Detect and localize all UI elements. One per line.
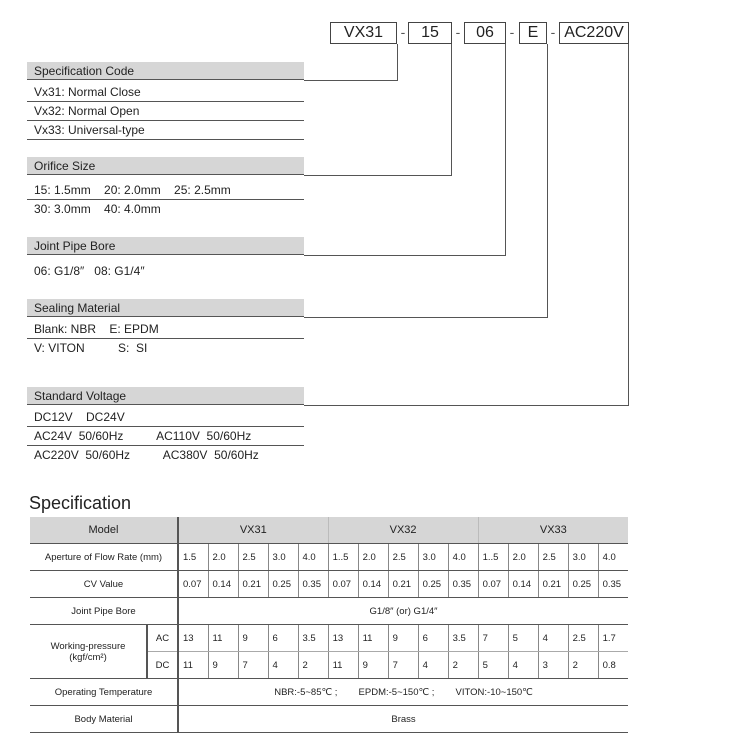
connector-pipe-horizontal [304,255,506,256]
table-cell: 3.5 [448,625,478,652]
table-cell: 0.21 [238,571,268,598]
table-cell: 0.14 [508,571,538,598]
connector-seal-horizontal [304,317,548,318]
connector-voltage-horizontal [304,405,629,406]
table-row-cv [30,571,628,598]
row-label: Aperture of Flow Rate (mm) [30,544,178,571]
table-cell: 13 [328,625,358,652]
table-cell: 4 [538,625,568,652]
code-box-pipe-bore: 06 [464,22,506,44]
row-label: Joint Pipe Bore [30,598,178,625]
table-cell: 2.5 [388,544,418,571]
pressure-label-line1: Working-pressure [50,640,126,652]
voltage-line: AC220V 50/60Hz AC380V 50/60Hz [34,448,259,462]
voltage-line: DC12V DC24V [34,410,125,424]
table-cell: 0.35 [598,571,628,598]
section-header-sealing-material: Sealing Material [27,299,304,317]
table-cell: 2 [298,652,328,679]
table-cell: 2.0 [508,544,538,571]
spec-table [30,517,628,733]
spec-code-line: Vx31: Normal Close [34,85,141,99]
code-separator: - [509,24,515,40]
connector-pipe-vertical [505,44,506,255]
table-cell: 11 [358,625,388,652]
table-cell: 0.21 [538,571,568,598]
table-cell: 0.21 [388,571,418,598]
table-cell: 9 [208,652,238,679]
table-row-body-material [30,706,628,733]
code-box-seal: E [519,22,547,44]
table-cell: 0.14 [208,571,238,598]
connector-spec-vertical [397,44,398,80]
code-separator: - [455,24,461,40]
table-cell: 5 [478,652,508,679]
table-cell: 0.35 [298,571,328,598]
table-cell: 9 [388,625,418,652]
table-cell: 11 [328,652,358,679]
voltage-line: AC24V 50/60Hz AC110V 50/60Hz [34,429,252,443]
table-cell: 3.0 [268,544,298,571]
code-box-spec: VX31 [330,22,397,44]
row-label: CV Value [30,571,178,598]
spec-code-line: Vx32: Normal Open [34,104,140,118]
table-cell: 3.0 [568,544,598,571]
table-cell: 9 [238,625,268,652]
table-cell: 0.25 [418,571,448,598]
table-row-pressure-ac [30,625,628,652]
row-label: Body Material [30,706,178,733]
table-cell: 3 [538,652,568,679]
table-cell: 2.0 [208,544,238,571]
table-cell: 6 [418,625,448,652]
row-label-pressure [30,625,147,679]
divider [27,139,304,140]
table-cell: 4.0 [598,544,628,571]
section-header-standard-voltage: Standard Voltage [27,387,304,405]
connector-orifice-horizontal [304,175,452,176]
header-group-vx32: VX32 [328,517,478,544]
table-cell: 9 [358,652,388,679]
seal-line: Blank: NBR E: EPDM [34,322,159,336]
spec-code-line: Vx33: Universal-type [34,123,145,137]
table-cell: 4.0 [298,544,328,571]
row-label: Operating Temperature [30,679,178,706]
table-cell: 2 [568,652,598,679]
table-row-pipe-bore [30,598,628,625]
table-cell: 7 [388,652,418,679]
table-cell: 4 [268,652,298,679]
table-header-row [30,517,628,544]
table-cell: 1.7 [598,625,628,652]
table-cell: 4 [508,652,538,679]
table-row-temperature [30,679,628,706]
table-cell: 6 [268,625,298,652]
table-cell: G1/8″ (or) G1/4″ [178,598,628,625]
table-cell: 0.35 [448,571,478,598]
table-cell: 11 [178,652,208,679]
pressure-label-line2: (kgf/cm²) [69,651,107,663]
connector-orifice-vertical [451,44,452,175]
header-group-vx31: VX31 [178,517,328,544]
table-cell: 2.5 [238,544,268,571]
pipe-bore-line: 06: G1/8″ 08: G1/4″ [34,264,145,278]
header-model: Model [30,517,178,544]
table-cell: 2.5 [538,544,568,571]
table-cell: 4 [418,652,448,679]
table-row-aperture [30,544,628,571]
table-cell: 0.07 [178,571,208,598]
table-cell: 1.5 [178,544,208,571]
connector-spec-horizontal [304,80,398,81]
table-cell: 1..5 [478,544,508,571]
seal-line: V: VITON S: SI [34,341,148,355]
table-cell: 1..5 [328,544,358,571]
connector-seal-vertical [547,44,548,317]
section-header-orifice-size: Orifice Size [27,157,304,175]
table-cell: 0.8 [598,652,628,679]
table-cell: 2.0 [358,544,388,571]
code-box-orifice: 15 [408,22,452,44]
spec-title: Specification [29,493,132,513]
table-cell: 4.0 [448,544,478,571]
table-cell: 7 [238,652,268,679]
orifice-line: 15: 1.5mm 20: 2.0mm 25: 2.5mm [34,183,231,197]
connector-voltage-vertical [628,44,629,405]
section-header-spec-code: Specification Code [27,62,304,80]
table-cell: 5 [508,625,538,652]
table-cell: Brass [178,706,628,733]
table-cell: 0.25 [268,571,298,598]
table-cell: 0.07 [328,571,358,598]
table-cell: 0.07 [478,571,508,598]
table-cell: 7 [478,625,508,652]
header-group-vx33: VX33 [478,517,628,544]
table-cell: 0.25 [568,571,598,598]
table-cell: 0.14 [358,571,388,598]
table-cell: 3.5 [298,625,328,652]
orifice-line: 30: 3.0mm 40: 4.0mm [34,202,161,216]
section-header-joint-pipe-bore: Joint Pipe Bore [27,237,304,255]
code-separator: - [400,24,406,40]
sub-label-ac: AC [147,625,178,652]
table-cell: 13 [178,625,208,652]
table-cell: 3.0 [418,544,448,571]
table-cell: 2 [448,652,478,679]
code-box-voltage: AC220V [559,22,629,44]
table-cell: 2.5 [568,625,598,652]
table-cell: 11 [208,625,238,652]
sub-label-dc: DC [147,652,178,679]
code-separator: - [550,24,556,40]
table-cell: NBR:-5~85℃ ; EPDM:-5~150℃ ; VITON:-10~150℃ [178,679,628,706]
